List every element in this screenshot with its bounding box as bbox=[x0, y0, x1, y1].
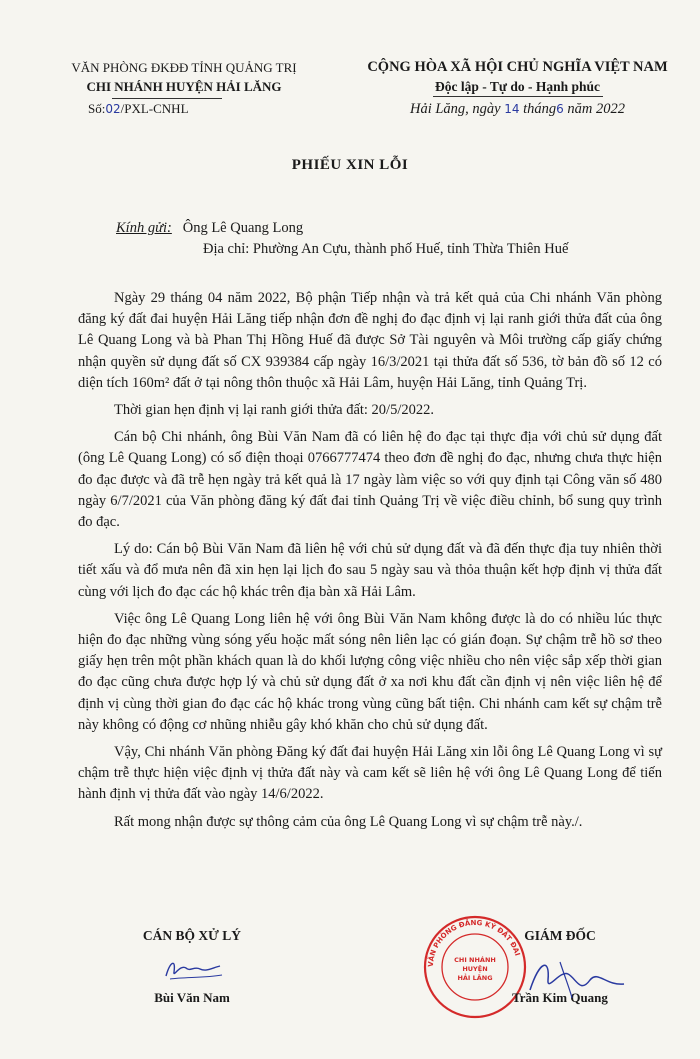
letter-body bbox=[78, 288, 662, 839]
paragraph-5: Việc ông Lê Quang Long liên hệ với ông Bùi Văn Nam không được là do có nhiều lúc thực hiện đo đạc những vùng sóng yếu hoặc mất sóng nên liên lạc có gián đoạn. Sự chậm trễ hồ sơ theo giấy hẹn trên một phần khách quan là do khối lượng công việc nhiều cho nên việc sắp xếp thời gian đo đạc cũng chưa được hợp lý và chủ sử dụng đất ở xa nơi khu đất cần định vị nên việc liên hệ để định vị cùng thời gian đo đạc các hộ khác trong vùng cũng bất tiện. Chi nhánh cam kết sự chậm trễ này không có động cơ nhũng nhiễu gây khó khăn cho chủ sử dụng đất. bbox=[78, 610, 662, 733]
national-header-block bbox=[340, 58, 695, 119]
recipient-name: Ông Lê Quang Long bbox=[182, 220, 304, 236]
date-prefix: Hải Lăng, ngày bbox=[409, 101, 501, 117]
motto: Độc lập - Tự do - Hạnh phúc bbox=[434, 79, 601, 94]
agency-underline bbox=[112, 98, 222, 99]
document-title: PHIẾU XIN LỖI bbox=[291, 157, 409, 173]
recipient-block bbox=[116, 218, 676, 260]
director-signature-block bbox=[430, 928, 630, 1006]
date-day: 14 bbox=[504, 102, 520, 116]
paragraph-2: Thời gian hẹn định vị lại ranh giới thửa đất: 20/5/2022. bbox=[114, 402, 434, 419]
reference-number bbox=[34, 99, 334, 119]
issuing-agency-block bbox=[34, 58, 334, 119]
director-signature bbox=[520, 950, 630, 1002]
director-role: GIÁM ĐỐC bbox=[524, 928, 596, 943]
director-name: Trần Kim Quang bbox=[512, 990, 608, 1005]
date-month: 6 bbox=[556, 102, 564, 116]
handler-name: Bùi Văn Nam bbox=[154, 990, 230, 1005]
handler-role: CÁN BỘ XỬ LÝ bbox=[142, 928, 242, 943]
handler-signature-block bbox=[112, 928, 272, 1006]
nation-title: CỘNG HÒA XÃ HỘI CHỦ NGHĨA VIỆT NAM bbox=[367, 59, 668, 75]
handler-signature bbox=[160, 954, 230, 984]
motto-underline bbox=[433, 96, 603, 97]
paragraph-4: Lý do: Cán bộ Bùi Văn Nam đã liên hệ với chủ sử dụng đất và đã đến thực địa tuy nhiên thời tiết xấu và đổ mưa nên đã xin hẹn lại lịch đo sau 5 ngày sau và thỏa thuận kết hợp định vị thửa đất cùng với lịch đo đạc các hộ khác trên địa bàn xã Hải Lâm. bbox=[78, 541, 662, 600]
date-month-label: tháng bbox=[523, 101, 557, 117]
issue-date bbox=[340, 100, 695, 119]
agency-line-2: CHI NHÁNH HUYỆN HẢI LĂNG bbox=[86, 79, 282, 94]
paragraph-7: Rất mong nhận được sự thông cảm của ông Lê Quang Long vì sự chậm trễ này./. bbox=[114, 813, 583, 830]
ref-handwritten: 02 bbox=[105, 102, 121, 116]
svg-text:HẢI LĂNG: HẢI LĂNG bbox=[457, 974, 493, 982]
recipient-label: Kính gửi: bbox=[116, 220, 172, 236]
ref-prefix: Số: bbox=[88, 101, 106, 116]
seal-outer-text: VĂN PHÒNG ĐĂNG KÝ ĐẤT ĐAI bbox=[426, 918, 522, 968]
svg-text:CHI NHÁNH: CHI NHÁNH bbox=[454, 956, 496, 964]
paragraph-1: Ngày 29 tháng 04 năm 2022, Bộ phận Tiếp nhận và trả kết quả của Chi nhánh Văn phòng đăng ký đất đai huyện Hải Lăng tiếp nhận đơn đề nghị đo đạc định vị lại ranh giới thửa đất của ông Lê Quang Long và bà Phan Thị Hồng Huế đã được Sở Tài nguyên và Môi trường cấp giấy chứng nhận quyền sử dụng đất số CX 939384 cấp ngày 16/3/2021 tại thửa đất số 536, tờ bản đồ số 12 có diện tích 160m² đất ở tại nông thôn thuộc xã Hải Lâm, huyện Hải Lăng, tỉnh Quảng Trị. bbox=[78, 290, 662, 391]
recipient-address: Địa chỉ: Phường An Cựu, thành phố Huế, tỉnh Thừa Thiên Huế bbox=[203, 241, 569, 257]
agency-line-1: VĂN PHÒNG ĐKĐĐ TỈNH QUẢNG TRỊ bbox=[71, 60, 297, 75]
ref-suffix: /PXL-CNHL bbox=[120, 101, 189, 116]
paragraph-6: Vậy, Chi nhánh Văn phòng Đăng ký đất đai huyện Hải Lăng xin lỗi ông Lê Quang Long vì sự chậm trễ thực hiện việc định vị thửa đất này và cam kết sẽ liên hệ với ông Lê Quang Long để tiến hành định vị thửa đất vào ngày 14/6/2022. bbox=[78, 744, 662, 803]
paragraph-3: Cán bộ Chi nhánh, ông Bùi Văn Nam đã có liên hệ đo đạc tại thực địa với chủ sử dụng đất (ông Lê Quang Long) có số điện thoại 0766777474 theo đơn đề nghị đo đạc, nhưng chưa thực hiện đo đạc được và đã trễ hẹn ngày trả kết quả là 17 ngày làm việc so với quy định tại Công văn số 480 ngày 6/7/2021 của Văn phòng đăng ký đất đai tỉnh Quảng Trị về việc điều chỉnh, bổ sung quy trình đo đạc. bbox=[78, 429, 662, 531]
date-year: năm 2022 bbox=[567, 101, 626, 117]
svg-text:HUYỆN: HUYỆN bbox=[462, 965, 488, 973]
